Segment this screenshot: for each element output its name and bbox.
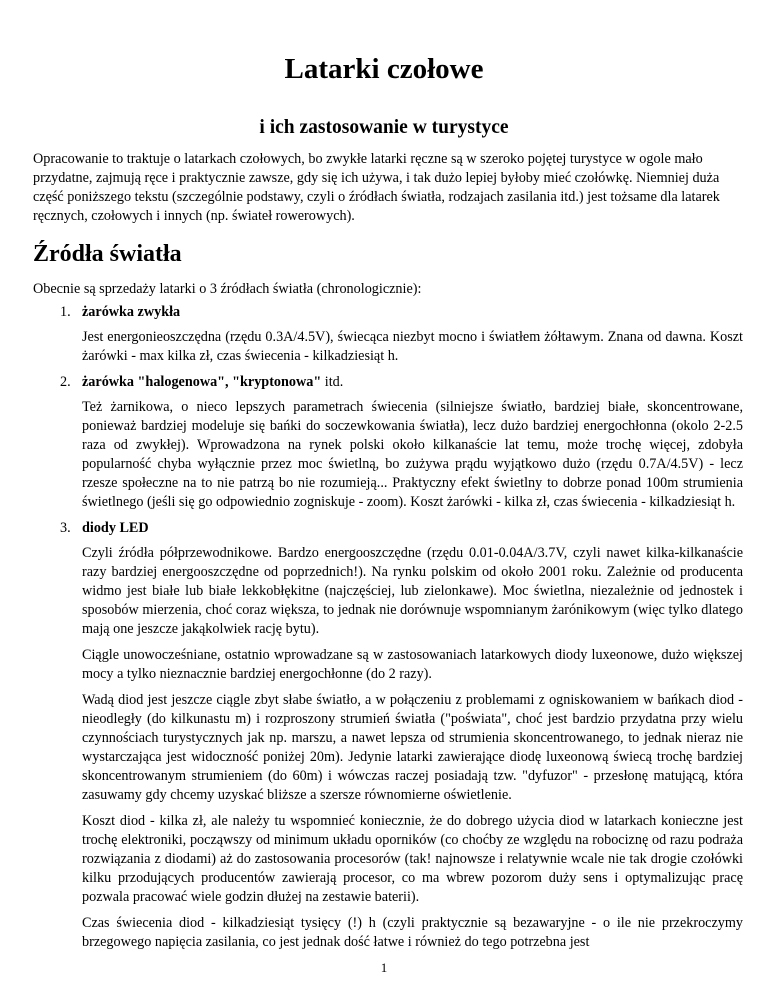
list-item-number: 2. — [60, 374, 71, 390]
light-sources-list — [33, 303, 743, 959]
list-item-paragraph: Koszt diod - kilka zł, ale należy tu wspomnieć koniecznie, że do dobrego użycia diod w latarkach konieczne jest trochę elektroniki, począwszy od minimum układu oporników (co choćby ze względu na robociznę od razu podraża rozwiązania z diodami) aż do zastosowania procesorów (tak! najnowsze i relatywnie wcale nie tak drogie czołówki kilku przodujących producentów zawierają procesor, co ma wbrew pozorom duży sens i optymalizując pracę pozwala pracować wiele godzin dłużej na zestawie baterii). — [82, 813, 743, 905]
intro-paragraph: Opracowanie to traktuje o latarkach czołowych, bo zwykłe latarki ręczne są w szeroko pojętej turystyce w ogole mało przydatne, zajmują ręce i praktycznie zawsze, gdy się ich używa, i tak dużo lepiej byłoby mieć czołówkę. Niemniej duża część poniższego tekstu (szczególnie podstawy, czyli o źródłach światła, rodzajach zasilania itd.) jest tożsame dla latarek ręcznych, czołowych i innych (np. świateł rowerowych). — [33, 151, 720, 224]
list-item-title: diody LED — [82, 520, 149, 536]
list-item-paragraph: Czas świecenia diod - kilkadziesiąt tysięcy (!) h (czyli praktycznie są bezawaryjne - o ile nie przekroczymy brzegowego napięcia zasilania, co jest jednak dość łatwe i również do tego potrzebna jest — [82, 915, 743, 950]
list-item-paragraph: Czyli źródła półprzewodnikowe. Bardzo energooszczędne (rzędu 0.01-0.04A/3.7V, czyli nawet kilka-kilkanaście razy bardziej energooszczędne od poprzednich!). Na rynku polskim od około 2001 roku. Zależnie od producenta widmo jest białe lub białe lekkobłękitne (najczęściej, lub zielonkawe). Moc świetlna, niezależnie od jednostek i sposobów mierzenia, choć coraz większa, to jednak nie dorównuje wspomnianym żarónikowym (więc tylko dlatego mają one jeszcze jakąkolwiek rację bytu). — [82, 545, 743, 637]
list-item-number: 1. — [60, 304, 71, 320]
section-heading: Źródła światła — [33, 241, 182, 267]
list-item-paragraph: Jest energonieoszczędna (rzędu 0.3A/4.5V), świecąca niezbyt mocno i światłem żółtawym. Znana od dawna. Koszt żarówki - max kilka zł, czas świecenia - kilkadziesiąt h. — [82, 329, 743, 364]
list-item-paragraph: Też żarnikowa, o nieco lepszych parametrach świecenia (silniejsze światło, bardziej białe, skoncentrowane, ponieważ bardziej modeluje się bańki do soczewkowania światła), lecz dużo bardziej energochłonna (okolo 2-2.5 raza od zwykłej). Wprowadzona na rynek polski około kilkanaście lat temu, może trochę więcej, zdobyła popularność chyba wyłącznie przez moc świetlną, bo zużywa prądu wyjątkowo dużo (rzędu 0.7A/4.5V) - lecz rzesze społeczne na to nie patrzą bo nie rozumieją... Praktyczny efekt świetlny to dobrze ponad 100m strumienia świetlnego (jeśli się go odpowiednio zogniskuje - zoom). Koszt żarówki - kilka zł, czas świecenia - kilkadziesiąt h. — [82, 399, 743, 510]
page-subtitle: i ich zastosowanie w turystyce — [259, 117, 509, 138]
list-item-number: 3. — [60, 520, 71, 536]
page-title: Latarki czołowe — [284, 53, 484, 85]
list-item — [33, 519, 743, 952]
list-item — [33, 303, 743, 366]
list-item-title: żarówka "halogenowa", "kryptonowa" itd. — [82, 374, 344, 390]
page-number: 1 — [380, 960, 388, 975]
section-lead: Obecnie są sprzedaży latarki o 3 źródłach światła (chronologicznie): — [33, 281, 422, 297]
list-item — [33, 373, 743, 512]
list-item-title: żarówka zwykła — [82, 304, 181, 320]
list-item-paragraph: Wadą diod jest jeszcze ciągle zbyt słabe światło, a w połączeniu z problemami z ogniskowaniem w bańkach diod - nieodległy (do kilkunastu m) i rozproszony strumień światła ("poświata", choć jest bardzio przydatna przy wielu czynnościach turystycznych jak np. marszu, a nawet lepsza od strumienia skoncentrowanego, to jednak nieraz nie wystarczająca jest widoczność poniżej 20m). Jedynie latarki zawierające diodę luxeonową świecą trochę bardziej skoncentrowanym strumieniem (do 60m) i wówczas raczej posiadają tzw. "dyfuzor" - przesłonę matującą, która zasuwamy gdy chcemy uzyskać bliższe a szersze równomierne oświetlenie. — [82, 692, 743, 803]
list-item-paragraph: Ciągle unowocześniane, ostatnio wprowadzane są w zastosowaniach latarkowych diody luxeonowe, dużo większej mocy a tylko nieznacznie bardziej energochłonne (do 2 razy). — [82, 647, 743, 682]
